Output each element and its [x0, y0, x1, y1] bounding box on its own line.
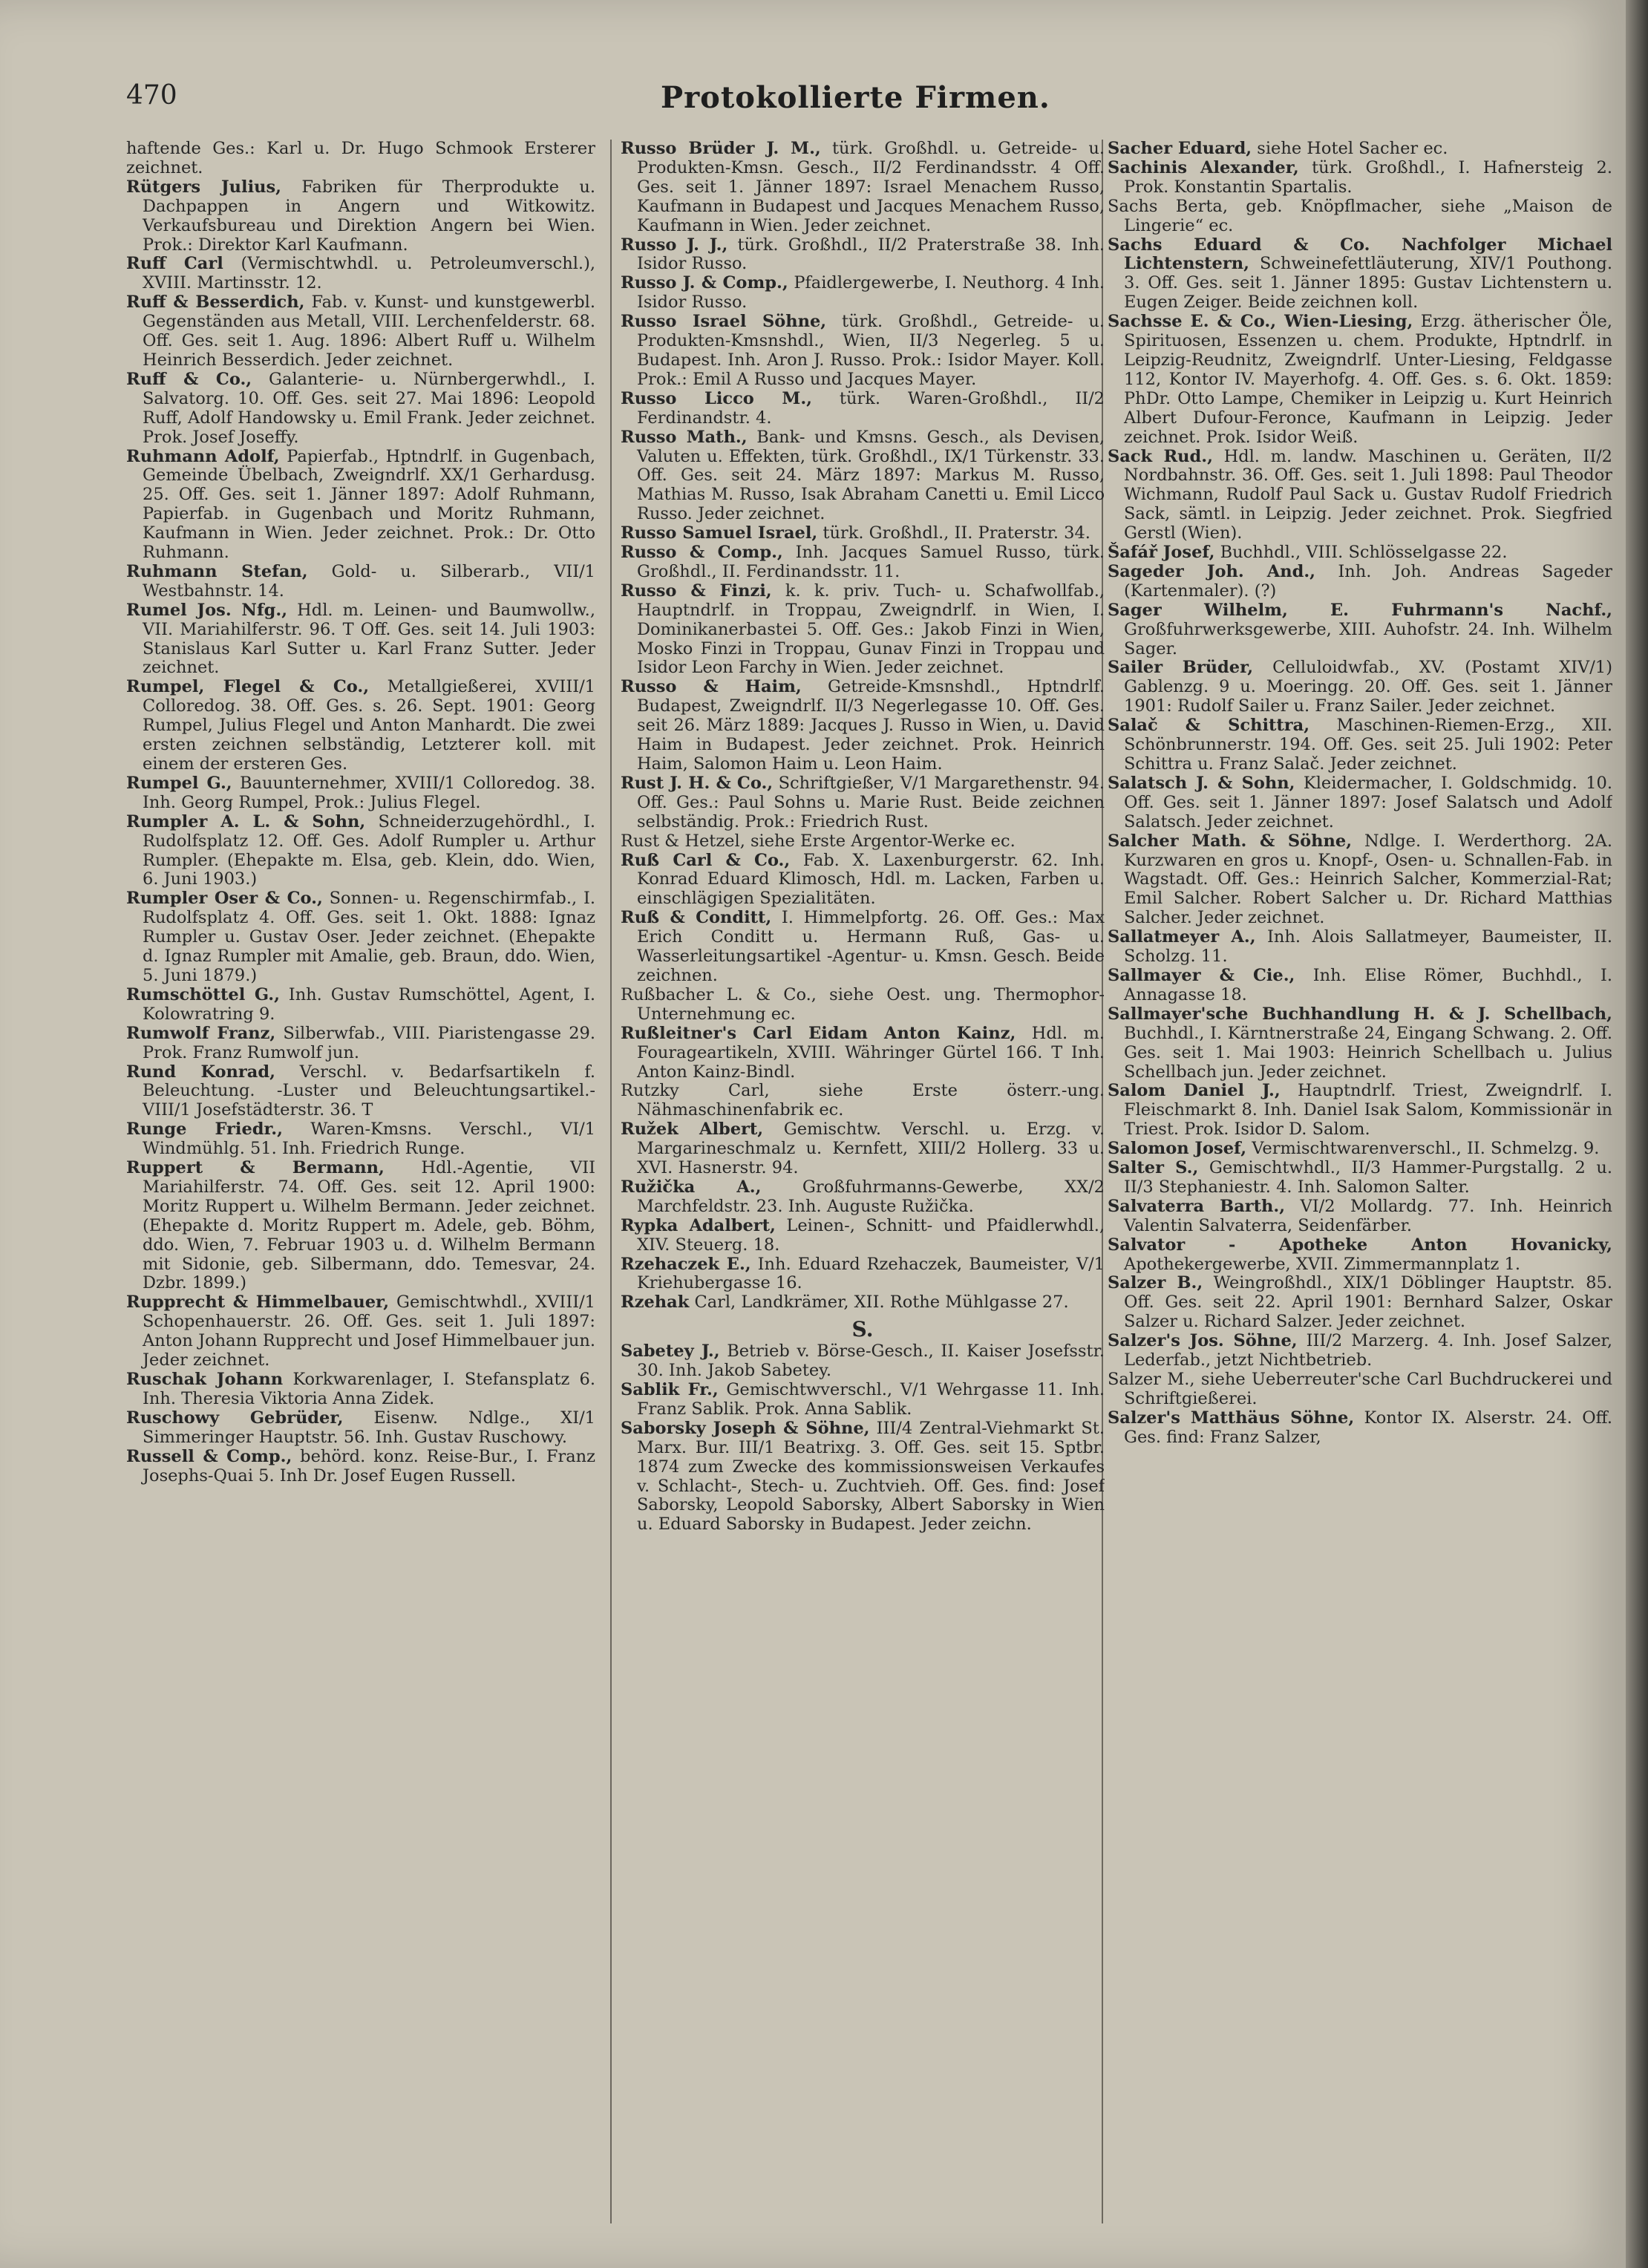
- firm-name: Russo J. & Comp.,: [621, 273, 788, 293]
- running-title: Protokollierte Firmen.: [661, 80, 1050, 115]
- firm-name: Salter S.,: [1108, 1158, 1199, 1178]
- entry-text: Sachs Berta, geb. Knöpflmacher, siehe „Maison de Lingerie“ ec.: [1108, 196, 1612, 235]
- directory-entry: [126, 774, 595, 813]
- entry-text: Gemischtwhdl., XVIII/1 Schopenhauerstr. 26. Off. Ges. seit 1. Juli 1897: Anton Johann Rupprecht und Josef Himmelbauer jun. Jeder zeichnet.: [143, 1293, 595, 1370]
- entry-text: behörd. konz. Reise-Bur., I. Franz Josephs-Quai 5. Inh Dr. Josef Eugen Russell.: [143, 1446, 595, 1486]
- entry-text: Inh. Jacques Samuel Russo, türk. Großhdl., II. Ferdinandsstr. 11.: [637, 543, 1105, 581]
- entry-text: I. Himmelpfortg. 26. Off. Ges.: Max Erich Conditt u. Hermann Ruß, Gas- u. Wasserleitungsartikel -Agentur- u. Kmsn. Gesch. Beide zeichnen.: [637, 908, 1105, 985]
- directory-entry: [621, 909, 1105, 986]
- firm-name: Russo J. J.,: [621, 235, 728, 255]
- entry-text: siehe Hotel Sacher ec.: [1252, 140, 1448, 158]
- firm-name: Sabetey J.,: [621, 1341, 720, 1362]
- firm-name: Rupprecht & Himmelbauer,: [126, 1293, 390, 1313]
- column-3: [1108, 140, 1612, 2223]
- directory-entry: [621, 274, 1105, 313]
- entry-text: Celluloidwfab., XV. (Postamt XIV/1) Gablenzg. 9 u. Moeringg. 20. Off. Ges. seit 1. Jänner 1901: Rudolf Sailer u. Franz Sailer. Jeder zeichnet.: [1124, 658, 1612, 716]
- firm-name: Russo Brüder J. M.,: [621, 140, 821, 158]
- firm-name: Sageder Joh. And.,: [1108, 561, 1315, 581]
- directory-entry: [1108, 928, 1612, 967]
- directory-entry: [126, 1409, 595, 1448]
- entry-text: Maschinen-Riemen-Erzg., XII. Schönbrunnerstr. 194. Off. Ges. seit 25. Juli 1902: Peter Schittra u. Franz Salač. Jeder zeichnet.: [1124, 716, 1612, 774]
- directory-entry: [1108, 313, 1612, 447]
- entry-text: Großfuhrmanns-Gewerbe, XX/2 Marchfeldstr. 23. Inh. Auguste Ružička.: [637, 1177, 1105, 1216]
- firm-name: Salvator - Apotheke Anton Hovanicky,: [1108, 1235, 1612, 1255]
- firm-name: Sallmayer'sche Buchhandlung H. & J. Schellbach,: [1108, 1004, 1612, 1024]
- firm-name: Saborsky Joseph & Söhne,: [621, 1418, 870, 1438]
- entry-text: Inh. Gustav Rumschöttel, Agent, I. Kolowratring 9.: [143, 984, 595, 1024]
- directory-entry: [1108, 832, 1612, 929]
- directory-entry: [126, 293, 595, 370]
- entry-text: Gemischtwverschl., V/1 Wehrgasse 11. Inh. Franz Sablik. Prok. Anna Sablik.: [637, 1380, 1105, 1419]
- entry-text: Pfaidlergewerbe, I. Neuthorg. 4 Inh. Isidor Russo.: [637, 273, 1105, 313]
- firm-name: Sablik Fr.,: [621, 1380, 719, 1399]
- entry-text: Fabriken für Therprodukte u. Dachpappen in Angern und Witkowitz. Verkaufsbureau und Direktion Angern bei Wien. Prok.: Direktor Karl Kaufmann.: [143, 177, 595, 255]
- entry-text: Inh. Joh. Andreas Sageder (Kartenmaler). (?): [1124, 561, 1612, 601]
- firm-name: Rzehak: [621, 1293, 690, 1313]
- entry-text: Schweinefettläuterung, XIV/1 Pouthong. 3. Off. Ges. seit 1. Jänner 1895: Gustav Lichtenstern u. Eugen Zeiger. Beide zeichnen koll.: [1124, 254, 1612, 313]
- directory-entry: [1108, 774, 1612, 832]
- firm-name: Sachs Eduard & Co. Nachfolger Michael Lichtenstern,: [1108, 235, 1612, 274]
- directory-entry: [1108, 1197, 1612, 1236]
- entry-text: Hauptndrlf. Triest, Zweigndrlf. I. Fleischmarkt 8. Inh. Daniel Isak Salom, Kommissionär in Triest. Prok. Isidor D. Salom.: [1124, 1081, 1612, 1140]
- section-letter: S.: [851, 1317, 874, 1342]
- directory-entry: [621, 1381, 1105, 1419]
- directory-entry: [126, 1370, 595, 1409]
- entry-text: türk. Großhdl., II. Praterstr. 34.: [817, 523, 1091, 543]
- directory-entry: [1108, 601, 1612, 659]
- firm-name: Russo Samuel Israel,: [621, 523, 818, 543]
- firm-name: Rumpel G.,: [126, 773, 232, 793]
- firm-name: Ruppert & Bermann,: [126, 1158, 385, 1178]
- firm-name: Ruff & Besserdich,: [126, 293, 305, 313]
- entry-text: Inh. Alois Sallatmeyer, Baumeister, II. Scholzg. 11.: [1124, 927, 1612, 967]
- directory-entry: [126, 1120, 595, 1159]
- entry-text: Metallgießerei, XVIII/1 Colloredog. 38. Off. Ges. s. 26. Sept. 1901: Georg Rumpel, Julius Flegel und Anton Manhardt. Die zwei ersten zeichnen selbständig, Letzterer koll. mit einem der ersteren Ges.: [143, 677, 595, 774]
- firm-name: Sachsse E. & Co., Wien-Liesing,: [1108, 312, 1413, 332]
- directory-entry: [621, 140, 1105, 236]
- entry-text: Schriftgießer, V/1 Margarethenstr. 94. Off. Ges.: Paul Sohns u. Marie Rust. Beide zeichnen selbständig. Prok.: Friedrich Rust.: [637, 773, 1105, 831]
- firm-name: Rumpler A. L. & Sohn,: [126, 811, 366, 831]
- firm-name: Russo & Comp.,: [621, 543, 783, 563]
- directory-entry: [621, 1082, 1105, 1120]
- entry-text: Kontor IX. Alserstr. 24. Off. Ges. find: Franz Salzer,: [1124, 1408, 1612, 1447]
- firm-name: Russo & Haim,: [621, 677, 802, 697]
- directory-entry: [621, 313, 1105, 390]
- directory-entry: [126, 140, 595, 178]
- entry-text: Fab. X. Laxenburgerstr. 62. Inh. Konrad Eduard Klimosch, Hdl. m. Lacken, Farben u. einschlägigen Spezialitäten.: [637, 850, 1105, 909]
- entry-text: Rußbacher L. & Co., siehe Oest. ung. Thermophor-Unternehmung ec.: [621, 984, 1105, 1024]
- firm-name: Sailer Brüder,: [1108, 658, 1254, 678]
- directory-entry: [1108, 197, 1612, 236]
- firm-name: Ruff Carl: [126, 254, 223, 274]
- entry-text: Ndlge. I. Werderthorg. 2A. Kurzwaren en gros u. Knopf-, Osen- u. Schnallen-Fab. in Wagstadt. Off. Ges.: Heinrich Salcher, Kommerzial-Rat; Emil Salcher. Robert Salcher u. Dr. Richard Matthias Salcher. Jeder zeichnet.: [1124, 831, 1612, 928]
- directory-entry: [1108, 716, 1612, 774]
- firm-name: Rust J. H. & Co.,: [621, 773, 774, 793]
- directory-entry: [621, 582, 1105, 679]
- entry-text: Vermischtwarenverschl., II. Schmelzg. 9.: [1246, 1139, 1600, 1159]
- directory-entry: [1108, 236, 1612, 313]
- directory-entry: [1108, 1082, 1612, 1140]
- entry-text: k. k. priv. Tuch- u. Schafwollfab., Hauptndrlf. in Troppau, Zweigndrlf. in Wien, I. Dominikanerbastei 5. Off. Ges.: Jakob Finzi in Wien, Mosko Finzi in Troppau, Gunav Finzi in Troppau und Isidor Leon Farchy in Wien. Jeder zeichnet.: [637, 581, 1105, 678]
- entry-text: Fab. v. Kunst- und kunstgewerbl. Gegenständen aus Metall, VIII. Lerchenfelderstr. 68. Off. Ges. seit 1. Aug. 1896: Albert Ruff u. Wilhelm Heinrich Besserdich. Jeder zeichnet.: [143, 293, 595, 370]
- firm-name: Ruhmann Adolf,: [126, 446, 280, 466]
- directory-entry: [1108, 1409, 1612, 1448]
- entry-text: Papierfab., Hptndrlf. in Gugenbach, Gemeinde Übelbach, Zweigndrlf. XX/1 Gerhardusg. 25. Off. Ges. seit 1. Jänner 1897: Adolf Ruhmann, Papierfab. in Gugenbach und Moritz Ruhmann, Kaufmann in Wien. Jeder zeichnet. Prok.: Dr. Otto Ruhmann.: [143, 446, 595, 563]
- firm-name: Rumel Jos. Nfg.,: [126, 600, 288, 620]
- entry-text: türk. Großhdl., II/2 Praterstraße 38. Inh. Isidor Russo.: [637, 235, 1105, 274]
- directory-entry: [1108, 967, 1612, 1005]
- entry-text: türk. Großhdl., I. Hafnersteig 2. Prok. Konstantin Spartalis.: [1124, 157, 1612, 197]
- firm-name: Ruschak Johann: [126, 1370, 284, 1389]
- entry-text: Eisenw. Ndlge., XI/1 Simmeringer Hauptstr. 56. Inh. Gustav Ruschowy.: [143, 1408, 595, 1447]
- directory-entry: [126, 986, 595, 1024]
- directory-entry: [126, 1024, 595, 1063]
- firm-name: Šafář Josef,: [1108, 543, 1215, 563]
- entry-text: Hdl.-Agentie, VII Mariahilferstr. 74. Off. Ges. seit 12. April 1900: Moritz Ruppert u. Wilhelm Bermann. Jeder zeichnet. (Ehepakte d. Moritz Ruppert m. Adele, geb. Böhm, ddo. Wien, 7. Februar 1903 u. d. Wilhelm Bermann mit Sidonie, geb. Silbermann, ddo. Temesvar, 24. Dzbr. 1899.): [143, 1158, 595, 1293]
- firm-name: Salatsch J. & Sohn,: [1108, 773, 1295, 793]
- directory-entry: [126, 448, 595, 563]
- directory-entry: [621, 774, 1105, 832]
- firm-name: Ružek Albert,: [621, 1120, 764, 1140]
- entry-text: III/2 Marzerg. 4. Inh. Josef Salzer, Lederfab., jetzt Nichtbetrieb.: [1124, 1331, 1612, 1370]
- firm-name: Ruß Carl & Co.,: [621, 850, 791, 870]
- firm-name: Rumpler Oser & Co.,: [126, 889, 323, 909]
- column-2: [621, 140, 1105, 2223]
- directory-entry: [621, 678, 1105, 774]
- entry-text: türk. Großhdl., Getreide- u. Produkten-Kmsnshdl., Wien, II/3 Negerleg. 5 u. Budapest. Inh. Aron J. Russo. Prok.: Isidor Mayer. Koll. Prok.: Emil A Russo und Jacques Mayer.: [637, 312, 1105, 389]
- entry-text: Buchhdl., VIII. Schlösselgasse 22.: [1214, 543, 1508, 563]
- entry-text: Erzg. ätherischer Öle, Spirituosen, Essenzen u. chem. Produkte, Hptndrlf. in Leipzig-Reudnitz, Zweigndrlf. Unter-Liesing, Feldgasse 112, Kontor IV. Mayerhofg. 4. Off. Ges. s. 6. Okt. 1859: PhDr. Otto Lampe, Chemiker in Leipzig u. Kurt Heinrich Albert Dufour-Feronce, Kaufmann in Leipzig. Jeder zeichnet. Prok. Isidor Weiß.: [1124, 312, 1612, 447]
- entry-text: Bauunternehmer, XVIII/1 Colloredog. 38. Inh. Georg Rumpel, Prok.: Julius Flegel.: [143, 773, 595, 812]
- entry-text: III/4 Zentral-Viehmarkt St. Marx. Bur. III/1 Beatrixg. 3. Off. Ges. seit 15. Sptbr. 1874 zum Zwecke des kommissionsweisen Verkaufes v. Schlacht-, Stech- u. Zuchtvieh. Off. Ges. find: Josef Saborsky, Leopold Saborsky, Albert Saborsky in Wien u. Eduard Saborsky in Budapest. Jeder zeichn.: [637, 1418, 1105, 1535]
- directory-entry: [621, 986, 1105, 1024]
- firm-name: Rypka Adalbert,: [621, 1215, 776, 1235]
- entry-text: Rust & Hetzel, siehe Erste Argentor-Werke ec.: [621, 831, 1016, 851]
- entry-text: Inh. Eduard Rzehaczek, Baumeister, V/1 Kriehubergasse 16.: [637, 1254, 1105, 1293]
- directory-entry: [621, 1024, 1105, 1082]
- firm-name: Ruff & Co.,: [126, 369, 252, 389]
- entry-text: Weingroßhdl., XIX/1 Döblinger Hauptstr. 85. Off. Ges. seit 22. April 1901: Bernhard Salzer, Oskar Salzer u. Richard Salzer. Jeder zeichnet.: [1124, 1273, 1612, 1332]
- firm-name: Russo & Finzi,: [621, 581, 772, 601]
- page-number: 470: [126, 80, 177, 111]
- firm-name: Russo Math.,: [621, 427, 748, 447]
- entry-text: Salzer M., siehe Ueberreuter'sche Carl Buchdruckerei und Schriftgießerei.: [1108, 1370, 1612, 1408]
- entry-text: Rutzky Carl, siehe Erste österr.-ung. Nähmaschinenfabrik ec.: [621, 1081, 1105, 1120]
- column-1: [126, 140, 595, 2223]
- entry-text: Korkwarenlager, I. Stefansplatz 6. Inh. Theresia Viktoria Anna Zidek.: [143, 1370, 595, 1408]
- entry-text: Buchhdl., I. Kärntnerstraße 24, Eingang Schwang. 2. Off. Ges. seit 1. Mai 1903: Heinrich Schellbach u. Julius Schellbach jun. Jeder zeichnet.: [1124, 1023, 1612, 1082]
- directory-entry: [1108, 1274, 1612, 1332]
- entry-text: haftende Ges.: Karl u. Dr. Hugo Schmook Ersterer zeichnet.: [126, 140, 595, 177]
- directory-entry: [126, 1159, 595, 1293]
- directory-entry: [621, 236, 1105, 275]
- entry-text: Gemischtwhdl., II/3 Hammer-Purgstallg. 2 u. II/3 Stephaniestr. 4. Inh. Salomon Salter.: [1124, 1158, 1612, 1197]
- firm-name: Russo Licco M.,: [621, 388, 812, 408]
- firm-name: Ruschowy Gebrüder,: [126, 1408, 344, 1428]
- entry-text: Galanterie- u. Nürnbergerwhdl., I. Salvatorg. 10. Off. Ges. seit 27. Mai 1896: Leopold Ruff, Adolf Handowsky u. Emil Frank. Jeder zeichnet. Prok. Josef Joseffy.: [143, 369, 595, 447]
- directory-entry: [621, 524, 1105, 543]
- firm-name: Rumschöttel G.,: [126, 984, 280, 1004]
- directory-entry: [126, 1293, 595, 1370]
- entry-text: (Vermischtwhdl. u. Petroleumverschl.), XVIII. Martinsstr. 12.: [143, 254, 595, 293]
- directory-entry: [621, 1419, 1105, 1535]
- directory-entry: [126, 813, 595, 890]
- directory-entry: [126, 178, 595, 255]
- entry-text: Hdl. m. Fourageartikeln, XVIII. Währinger Gürtel 166. T Inh. Anton Kainz-Bindl.: [637, 1023, 1105, 1082]
- firm-name: Salač & Schittra,: [1108, 716, 1310, 736]
- directory-entry: [1108, 1236, 1612, 1275]
- entry-text: Silberwfab., VIII. Piaristengasse 29. Prok. Franz Rumwolf jun.: [143, 1023, 595, 1062]
- entry-text: Apothekergewerbe, XVII. Zimmermannplatz 1.: [1124, 1254, 1521, 1274]
- firm-name: Salom Daniel J.,: [1108, 1081, 1281, 1101]
- entry-text: Kleidermacher, I. Goldschmidg. 10. Off. Ges. seit 1. Jänner 1897: Josef Salatsch und Adolf Salatsch. Jeder zeichnet.: [1124, 773, 1612, 831]
- firm-name: Rumwolf Franz,: [126, 1023, 276, 1043]
- entry-text: Verschl. v. Bedarfsartikeln f. Beleuchtung. -Luster und Beleuchtungsartikel.- VIII/1 Josefstädterstr. 36. T: [143, 1062, 595, 1120]
- directory-entry: [126, 678, 595, 774]
- firm-name: Russell & Comp.,: [126, 1446, 292, 1466]
- directory-entry: [126, 1063, 595, 1121]
- directory-entry: [1108, 140, 1612, 159]
- directory-entry: [126, 889, 595, 986]
- directory-entry: [1108, 1140, 1612, 1159]
- directory-entry: [1108, 159, 1612, 197]
- directory-entry: [1108, 563, 1612, 601]
- directory-entry: [621, 543, 1105, 582]
- directory-entry: [621, 852, 1105, 909]
- firm-name: Sack Rud.,: [1108, 446, 1213, 466]
- directory-entry: [1108, 658, 1612, 716]
- directory-entry: [621, 1342, 1105, 1381]
- firm-name: Sachinis Alexander,: [1108, 157, 1299, 177]
- firm-name: Sallatmeyer A.,: [1108, 927, 1256, 947]
- book-gutter: [1626, 0, 1648, 2268]
- entry-text: Sonnen- u. Regenschirmfab., I. Rudolfsplatz 4. Off. Ges. seit 1. Okt. 1888: Ignaz Rumpler u. Gustav Oser. Jeder zeichnet. (Ehepakte d. Ignaz Rumpler mit Amalie, geb. Braun, ddo. Wien, 5. Juni 1879.): [143, 889, 595, 985]
- firm-name: Ružička A.,: [621, 1177, 762, 1197]
- directory-entry: [1108, 543, 1612, 563]
- directory-entry: [1108, 1159, 1612, 1197]
- firm-name: Salomon Josef,: [1108, 1139, 1247, 1159]
- entry-text: Getreide-Kmsnshdl., Hptndrlf. Budapest, Zweigndrlf. II/3 Negerlegasse 10. Off. Ges. seit 26. März 1889: Jacques J. Russo in Wien, u. David Haim in Budapest. Jeder zeichnet. Prok. Heinrich Haim, Salomon Haim u. Leon Haim.: [637, 677, 1105, 774]
- entry-text: Bank- und Kmsns. Gesch., als Devisen, Valuten u. Effekten, türk. Großhdl., IX/1 Türkenstr. 33. Off. Ges. seit 24. März 1897: Markus M. Russo, Mathias M. Russo, Isak Abraham Canetti u. Emil Licco Russo. Jeder zeichnet.: [637, 427, 1105, 524]
- entry-text: Betrieb v. Börse-Gesch., II. Kaiser Josefsstr. 30. Inh. Jakob Sabetey.: [637, 1341, 1105, 1381]
- firm-name: Rußleitner's Carl Eidam Anton Kainz,: [621, 1023, 1016, 1043]
- entry-text: Schneiderzugehördhl., I. Rudolfsplatz 12. Off. Ges. Adolf Rumpler u. Arthur Rumpler. (Ehepakte m. Elsa, geb. Klein, ddo. Wien, 6. Juni 1903.): [143, 811, 595, 889]
- entry-text: Inh. Elise Römer, Buchhdl., I. Annagasse 18.: [1124, 965, 1612, 1004]
- firm-name: Salzer B.,: [1108, 1273, 1203, 1293]
- entry-text: Hdl. m. Leinen- und Baumwollw., VII. Mariahilferstr. 96. T Off. Ges. seit 14. Juli 1903: Stanislaus Karl Sutter u. Karl Franz Sutter. Jeder zeichnet.: [143, 600, 595, 678]
- firm-name: Salvaterra Barth.,: [1108, 1196, 1286, 1216]
- firm-name: Rumpel, Flegel & Co.,: [126, 677, 370, 697]
- directory-entry: [621, 428, 1105, 525]
- entry-text: Großfuhrwerksgewerbe, XIII. Auhofstr. 24. Inh. Wilhelm Sager.: [1124, 619, 1612, 658]
- directory-entry: [126, 255, 595, 293]
- directory-entry: [1108, 1370, 1612, 1409]
- column-divider: [610, 140, 612, 2223]
- entry-text: türk. Großhdl. u. Getreide- u. Produkten-Kmsn. Gesch., II/2 Ferdinandsstr. 4 Off. Ges. seit 1. Jänner 1897: Israel Menachem Russo, Kaufmann in Budapest und Jacques Menachem Russo, Kaufmann in Wien. Jeder zeichnet.: [637, 140, 1105, 235]
- firm-name: Rütgers Julius,: [126, 177, 281, 197]
- firm-name: Rzehaczek E.,: [621, 1254, 751, 1274]
- entry-text: Hdl. m. landw. Maschinen u. Geräten, II/2 Nordbahnstr. 36. Off. Ges. seit 1. Juli 1898: Paul Theodor Wichmann, Rudolf Paul Sack u. Gustav Rudolf Friedrich Sack, sämtl. in Leipzig. Jeder zeichnet. Prok. Siegfried Gerstl (Wien).: [1124, 446, 1612, 543]
- directory-entry: [621, 832, 1105, 852]
- directory-entry: [621, 390, 1105, 428]
- firm-name: Runge Friedr.,: [126, 1120, 283, 1140]
- page-header: [126, 80, 1603, 132]
- entry-text: VI/2 Mollardg. 77. Inh. Heinrich Valentin Salvaterra, Seidenfärber.: [1124, 1196, 1612, 1235]
- directory-entry: [1108, 1005, 1612, 1082]
- entry-text: Gemischtw. Verschl. u. Erzg. v. Margarineschmalz u. Kernfett, XIII/2 Hollerg. 33 u. XVI. Hasnerstr. 94.: [637, 1120, 1105, 1178]
- directory-entry: [621, 1178, 1105, 1217]
- firm-name: Salzer's Jos. Söhne,: [1108, 1331, 1298, 1351]
- entry-text: Carl, Landkrämer, XII. Rothe Mühlgasse 27.: [689, 1293, 1069, 1313]
- firm-name: Salcher Math. & Söhne,: [1108, 831, 1353, 851]
- directory-entry: [126, 563, 595, 601]
- entry-text: türk. Waren-Großhdl., II/2 Ferdinandstr. 4.: [637, 388, 1105, 428]
- firm-name: Ruhmann Stefan,: [126, 561, 308, 581]
- directory-entry: [621, 1217, 1105, 1255]
- entry-text: Gold- u. Silberarb., VII/1 Westbahnstr. 14.: [143, 561, 595, 601]
- firm-name: Rund Konrad,: [126, 1062, 275, 1082]
- firm-name: Salzer's Matthäus Söhne,: [1108, 1408, 1355, 1428]
- directory-entry: [1108, 448, 1612, 544]
- firm-name: Sacher Eduard,: [1108, 140, 1252, 158]
- directory-entry: [621, 1120, 1105, 1178]
- firm-name: Ruß & Conditt,: [621, 908, 772, 928]
- firm-name: Russo Israel Söhne,: [621, 312, 827, 332]
- directory-entry: [621, 1293, 1105, 1313]
- directory-entry: [126, 370, 595, 448]
- firm-name: Sager Wilhelm, E. Fuhrmann's Nachf.,: [1108, 600, 1612, 620]
- entry-text: Leinen-, Schnitt- und Pfaidlerwhdl., XIV. Steuerg. 18.: [637, 1215, 1105, 1255]
- firm-name: Sallmayer & Cie.,: [1108, 965, 1295, 985]
- directory-entry: [621, 1255, 1105, 1294]
- directory-entry: [126, 601, 595, 679]
- entry-text: Waren-Kmsns. Verschl., VI/1 Windmühlg. 51. Inh. Friedrich Runge.: [143, 1120, 595, 1159]
- directory-entry: [1108, 1332, 1612, 1370]
- directory-entry: [126, 1448, 595, 1486]
